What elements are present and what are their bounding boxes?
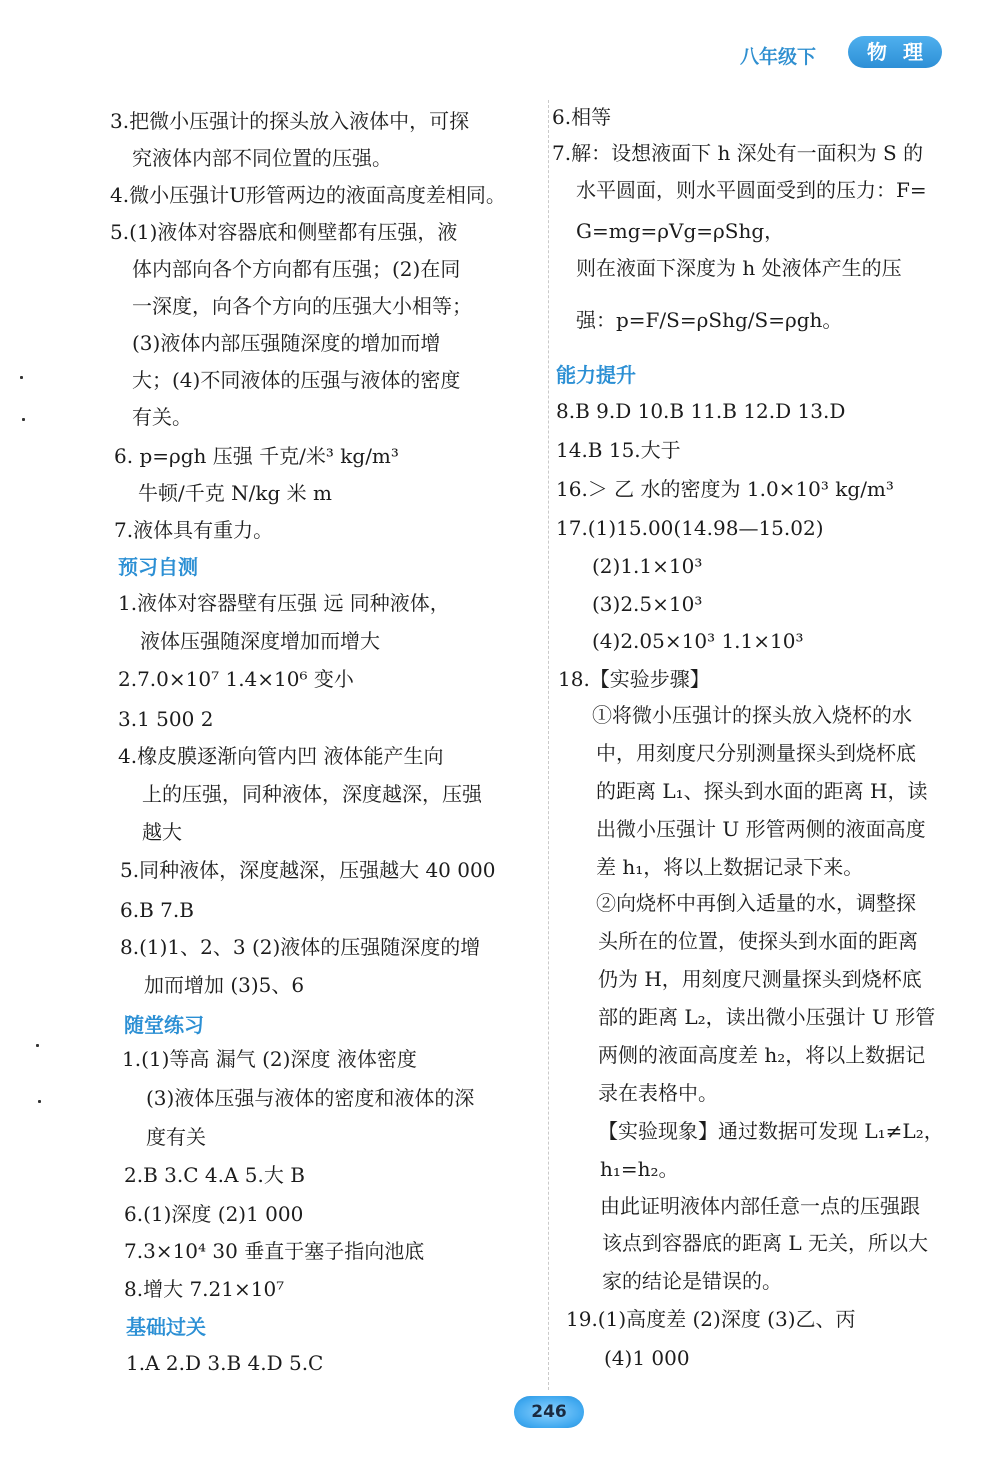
answer-line: 2.7.0×10⁷ 1.4×10⁶ 变小	[118, 667, 354, 691]
answer-line: 部的距离 L₂，读出微小压强计 U 形管	[598, 1005, 936, 1029]
answer-line: (4)2.05×10³ 1.1×10³	[592, 629, 804, 653]
grade-label: 八年级下	[740, 46, 817, 68]
answer-line: 14.B 15.大于	[556, 438, 681, 462]
answer-line: 6.(1)深度 (2)1 000	[124, 1202, 304, 1226]
section-title-practice: 随堂练习	[124, 1013, 204, 1037]
scan-mark	[38, 1100, 41, 1103]
section-title-preview: 预习自测	[118, 555, 198, 579]
answer-line: 度有关	[146, 1125, 206, 1149]
answer-line: 大；(4)不同液体的压强与液体的密度	[132, 368, 461, 392]
answer-line: 体内部向各个方向都有压强；(2)在同	[132, 257, 461, 281]
answer-line: 中，用刻度尺分别测量探头到烧杯底	[596, 741, 916, 765]
answer-line: 录在表格中。	[598, 1081, 718, 1105]
answer-line: 出微小压强计 U 形管两侧的液面高度	[596, 817, 926, 841]
answer-line: 7.液体具有重力。	[114, 518, 274, 542]
answer-line: 1.A 2.D 3.B 4.D 5.C	[126, 1351, 324, 1375]
answer-line: 上的压强，同种液体，深度越深，压强	[142, 782, 482, 806]
answer-line: 1.液体对容器壁有压强 远 同种液体，	[118, 591, 450, 615]
answer-line: 8.B 9.D 10.B 11.B 12.D 13.D	[556, 399, 846, 423]
answer-line: h₁=h₂。	[600, 1157, 679, 1181]
scan-mark	[36, 1044, 39, 1047]
answer-line: (3)液体压强与液体的密度和液体的深	[146, 1086, 475, 1110]
answer-line: 4.橡皮膜逐渐向管内凹 液体能产生向	[118, 744, 444, 768]
answer-line: (3)液体内部压强随深度的增加而增	[132, 331, 441, 355]
answer-line: 差 h₁，将以上数据记录下来。	[596, 855, 864, 879]
answer-line: 由此证明液体内部任意一点的压强跟	[600, 1194, 920, 1218]
column-divider	[548, 100, 549, 1390]
answer-line: 究液体内部不同位置的压强。	[132, 146, 392, 170]
section-title-ability: 能力提升	[556, 363, 636, 387]
scan-mark	[22, 418, 25, 421]
answer-line: 18.【实验步骤】	[558, 667, 710, 691]
answer-line: 水平圆面，则水平圆面受到的压力：F=	[576, 178, 927, 202]
answer-line: 则在液面下深度为 h 处液体产生的压	[576, 256, 902, 280]
answer-line: 仍为 H，用刻度尺测量探头到烧杯底	[598, 967, 922, 991]
answer-line: 家的结论是错误的。	[602, 1269, 782, 1293]
scan-mark	[20, 376, 23, 379]
answer-line: 7.解：设想液面下 h 深处有一面积为 S 的	[552, 141, 924, 165]
answer-line: 2.B 3.C 4.A 5.大 B	[124, 1163, 305, 1187]
answer-line: 3.1 500 2	[118, 707, 214, 731]
answer-line: (4)1 000	[604, 1346, 690, 1370]
answer-line: (3)2.5×10³	[592, 592, 703, 616]
answer-line: 6.相等	[552, 105, 612, 129]
answer-line: 越大	[142, 820, 182, 844]
answer-line: 1.(1)等高 漏气 (2)深度 液体密度	[122, 1047, 417, 1071]
answer-line: 8.增大 7.21×10⁷	[124, 1277, 285, 1301]
answer-line: 3.把微小压强计的探头放入液体中，可探	[110, 109, 470, 133]
answer-line: 【实验现象】通过数据可发现 L₁≠L₂，	[598, 1119, 944, 1143]
answer-line: ②向烧杯中再倒入适量的水，调整探	[596, 891, 916, 915]
answer-line: (2)1.1×10³	[592, 554, 703, 578]
answer-line: 16.＞ 乙 水的密度为 1.0×10³ kg/m³	[556, 477, 894, 501]
answer-line: 两侧的液面高度差 h₂，将以上数据记	[598, 1043, 926, 1067]
answer-line: 牛顿/千克 N/kg 米 m	[138, 481, 332, 505]
answer-line: 19.(1)高度差 (2)深度 (3)乙、丙	[566, 1307, 856, 1331]
section-title-basic: 基础过关	[126, 1315, 206, 1339]
answer-line: 6. p=ρgh 压强 千克/米³ kg/m³	[114, 444, 399, 468]
answer-line: 7.3×10⁴ 30 垂直于塞子指向池底	[124, 1239, 425, 1263]
answer-line: 17.(1)15.00(14.98—15.02)	[556, 516, 824, 540]
answer-line: ①将微小压强计的探头放入烧杯的水	[592, 703, 912, 727]
answer-line: G=mg=ρVg=ρShg，	[576, 219, 785, 243]
answer-line: 6.B 7.B	[120, 898, 194, 922]
answer-line: 头所在的位置，使探头到水面的距离	[598, 929, 918, 953]
answer-line: 一深度，向各个方向的压强大小相等；	[132, 294, 472, 318]
page-number: 246	[514, 1396, 584, 1428]
answer-line: 的距离 L₁、探头到水面的距离 H，读	[596, 779, 928, 803]
answer-line: 4.微小压强计U形管两边的液面高度差相同。	[110, 183, 506, 207]
answer-line: 液体压强随深度增加而增大	[140, 629, 380, 653]
answer-line: 8.(1)1、2、3 (2)液体的压强随深度的增	[120, 935, 481, 959]
subject-badge: 物理	[848, 36, 942, 68]
answer-line: 加而增加 (3)5、6	[144, 973, 305, 997]
answer-line: 5.(1)液体对容器底和侧壁都有压强，液	[110, 220, 458, 244]
answer-line: 强：p=F/S=ρShg/S=ρgh。	[576, 308, 843, 332]
answer-line: 该点到容器底的距离 L 无关，所以大	[602, 1231, 928, 1255]
answer-line: 有关。	[132, 405, 192, 429]
answer-line: 5.同种液体，深度越深，压强越大 40 000	[120, 858, 496, 882]
